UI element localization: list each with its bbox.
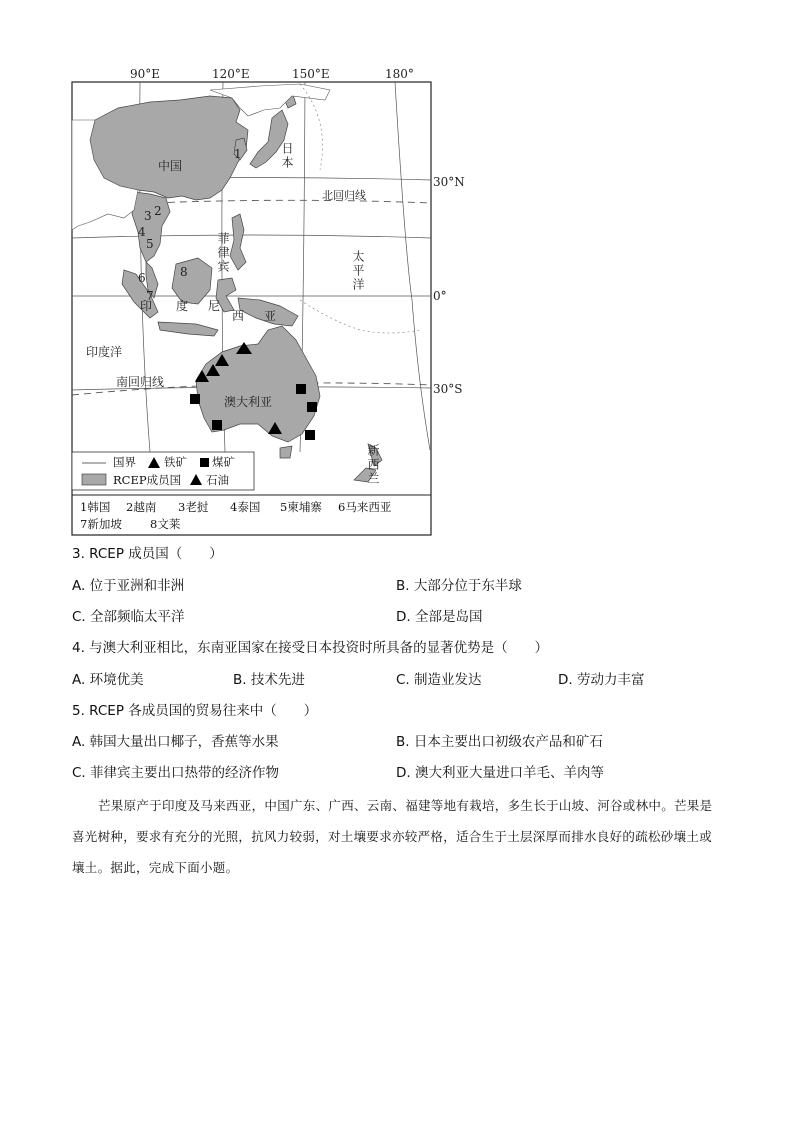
question-3-option-b: B. 大部分位于东半球: [396, 578, 522, 594]
legend-oil-label: 石油: [206, 473, 229, 487]
label-indonesia-4: 西: [232, 309, 245, 323]
question-3-option-a: A. 位于亚洲和非洲: [72, 578, 185, 594]
label-china: 中国: [158, 159, 183, 173]
rcep-map: [0, 0, 794, 545]
label-indian-ocean: 印度洋: [86, 345, 123, 359]
question-5-stem: 5. RCEP 各成员国的贸易往来中（ ）: [72, 703, 318, 719]
label-philippines: 菲律宾: [216, 232, 230, 274]
tropic-south-label: 南回归线: [116, 375, 165, 389]
question-5-option-a: A. 韩国大量出口椰子，香蕉等水果: [72, 734, 279, 750]
tropic-north-label: 北回归线: [322, 189, 366, 202]
question-4-stem: 4. 与澳大利亚相比，东南亚国家在接受日本投资时所具备的显著优势是（ ）: [72, 640, 549, 656]
marker-2: 2: [154, 204, 162, 218]
legend-coal-label: 煤矿: [212, 455, 235, 469]
label-indonesia-5: 亚: [264, 309, 277, 323]
label-indonesia-1: 印: [140, 299, 153, 313]
question-5-option-d: D. 澳大利亚大量进口羊毛、羊肉等: [396, 765, 604, 781]
question-4-option-b: B. 技术先进: [233, 672, 305, 688]
lat-label-0: 0°: [433, 289, 447, 303]
key-item-5: 5柬埔寨: [280, 500, 322, 514]
marker-1: 1: [234, 147, 242, 161]
marker-8: 8: [180, 265, 188, 279]
mango-passage: 芒果原产于印度及马来西亚，中国广东、广西、云南、福建等地有栽培，多生长于山坡、河谷或林中。芒果是喜光树种，要求有充分的光照，抗风力较弱，对土壤要求亦较严格，适合生于土层深厚而排水良好的疏松砂壤土或壤土。据此，完成下面小题。: [72, 798, 713, 875]
marker-6: 6: [138, 271, 146, 285]
legend-border-label: 国界: [113, 455, 136, 469]
marker-3: 3: [144, 209, 152, 223]
key-item-3: 3老挝: [178, 500, 209, 514]
key-item-1: 1韩国: [80, 500, 111, 514]
key-item-7: 7新加坡: [80, 517, 122, 531]
lat-label-30s: 30°S: [433, 382, 463, 396]
label-new-zealand: 新西兰: [366, 444, 380, 486]
key-item-6: 6马来西亚: [338, 500, 392, 514]
question-3-option-d: D. 全部是岛国: [396, 609, 483, 625]
label-pacific-ocean: 太平洋: [351, 250, 365, 292]
question-3-option-c: C. 全部频临太平洋: [72, 609, 185, 625]
question-3-stem: 3. RCEP 成员国（ ）: [72, 546, 223, 562]
legend-rcep-label: RCEP成员国: [113, 473, 182, 487]
marker-7: 7: [146, 289, 154, 303]
label-japan: 日本: [280, 142, 294, 170]
question-5-option-b: B. 日本主要出口初级农产品和矿石: [396, 734, 603, 750]
lon-label-150e: 150°E: [292, 67, 330, 81]
key-item-2: 2越南: [126, 500, 157, 514]
lon-label-120e: 120°E: [212, 67, 250, 81]
question-4-option-c: C. 制造业发达: [396, 672, 482, 688]
lon-label-90e: 90°E: [130, 67, 161, 81]
key-item-8: 8文莱: [150, 517, 181, 531]
label-australia: 澳大利亚: [224, 395, 273, 409]
marker-4: 4: [138, 225, 146, 239]
key-item-4: 4泰国: [230, 500, 261, 514]
question-4-option-d: D. 劳动力丰富: [558, 672, 645, 688]
lat-label-30n: 30°N: [433, 175, 465, 189]
legend-iron-label: 铁矿: [164, 455, 187, 469]
label-indonesia-3: 尼: [208, 299, 221, 313]
marker-5: 5: [146, 237, 154, 251]
label-indonesia-2: 度: [176, 299, 189, 313]
question-5-option-c: C. 菲律宾主要出口热带的经济作物: [72, 765, 280, 781]
question-4-option-a: A. 环境优美: [72, 672, 144, 688]
lon-label-180: 180°: [385, 67, 414, 81]
